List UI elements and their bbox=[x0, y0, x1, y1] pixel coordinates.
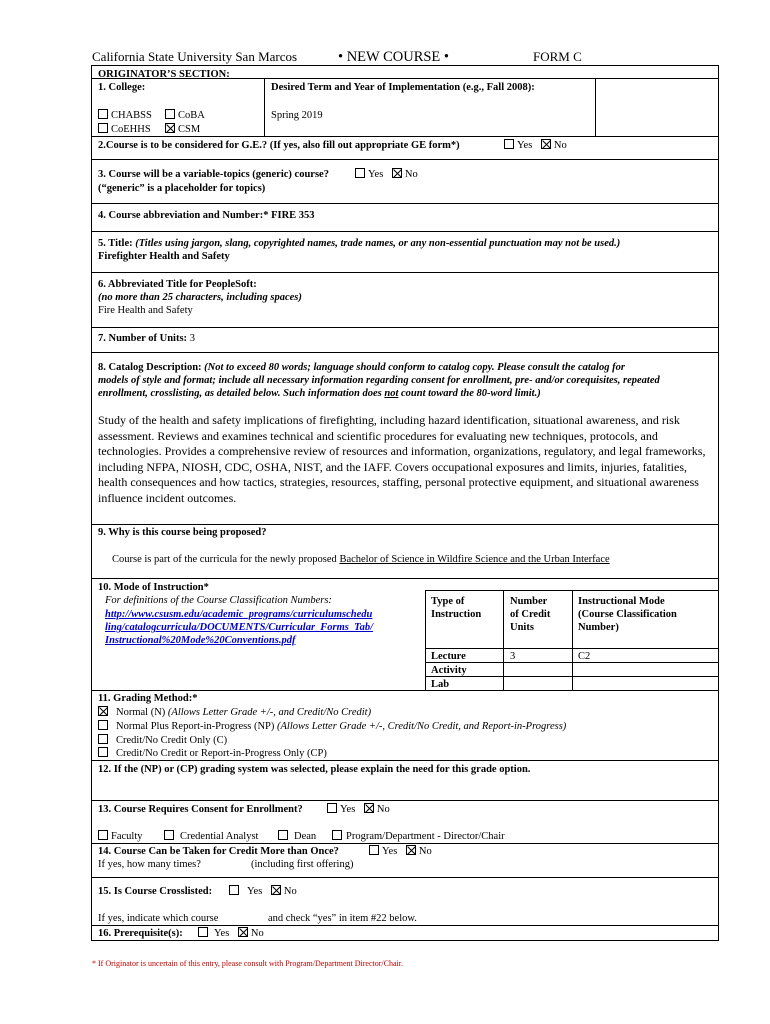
grading-option-credit-rip[interactable]: Credit/No Credit or Report-in-Progress Only (CP) bbox=[98, 747, 327, 760]
abbrev-title-note: (no more than 25 characters, including spaces) bbox=[98, 292, 302, 303]
table-row-lecture-units[interactable]: 3 bbox=[510, 651, 516, 662]
grading-checkbox-normal[interactable] bbox=[98, 706, 108, 716]
term-label: Desired Term and Year of Implementation (e.g., Fall 2008): bbox=[271, 82, 535, 93]
ge-yes-checkbox[interactable] bbox=[504, 139, 514, 149]
term-value[interactable]: Spring 2019 bbox=[271, 110, 323, 121]
ge-options: Yes No bbox=[504, 139, 567, 152]
grading-option-credit-only[interactable]: Credit/No Credit Only (C) bbox=[98, 734, 227, 747]
crosslisted-no-checkbox[interactable] bbox=[271, 885, 281, 895]
abbreviation-value[interactable]: FIRE 353 bbox=[271, 210, 315, 221]
crosslisted-options: Yes No bbox=[229, 885, 297, 898]
mode-label: 10. Mode of Instruction* bbox=[98, 582, 209, 593]
table-row-lab-type: Lab bbox=[431, 679, 450, 690]
grading-checkbox-credit-only[interactable] bbox=[98, 734, 108, 744]
consent-option-dean[interactable]: Dean bbox=[278, 830, 316, 843]
repeat-times-note: (including first offering) bbox=[251, 859, 354, 870]
mode-link-line-2[interactable]: ling/catalogcurricula/DOCUMENTS/Curricular_Forms_Tab/ bbox=[105, 622, 374, 633]
university-name: California State University San Marcos bbox=[92, 49, 298, 64]
originator-section-title: ORIGINATOR’S SECTION: bbox=[98, 69, 230, 80]
catalog-label-line: 8. Catalog Description: (Not to exceed 80 words; language should conform to catalog copy. Please consult the catalog for bbox=[98, 362, 625, 373]
prereq-no-checkbox[interactable] bbox=[238, 927, 248, 937]
units-field: 7. Number of Units: 3 bbox=[98, 333, 195, 344]
catalog-note-3: enrollment, crosslisting, as detailed below. Such information does not count toward the 80-word limit.) bbox=[98, 388, 541, 399]
ge-no-checkbox[interactable] bbox=[541, 139, 551, 149]
np-cp-label: 12. If the (NP) or (CP) grading system was selected, please explain the need for this grade option. bbox=[98, 764, 531, 775]
college-checkbox-chabss[interactable] bbox=[98, 109, 108, 119]
repeat-yes-checkbox[interactable] bbox=[369, 845, 379, 855]
consent-option-faculty[interactable]: Faculty bbox=[98, 830, 143, 843]
ge-label: 2.Course is to be considered for G.E.? (If yes, also fill out appropriate GE form*) bbox=[98, 140, 460, 151]
repeat-label: 14. Course Can be Taken for Credit More than Once? bbox=[98, 846, 339, 857]
title-note: (Titles using jargon, slang, copyrighted names, trade names, or any non-essential punctuation may not be used.) bbox=[135, 238, 621, 249]
prereq-label: 16. Prerequisite(s): bbox=[98, 928, 183, 939]
college-label: 1. College: bbox=[98, 82, 146, 93]
abbrev-title-label: 6. Abbreviated Title for PeopleSoft: bbox=[98, 279, 257, 290]
abbrev-title-value[interactable]: Fire Health and Safety bbox=[98, 305, 193, 316]
why-label: 9. Why is this course being proposed? bbox=[98, 527, 267, 538]
consent-credential-checkbox[interactable] bbox=[164, 830, 174, 840]
footnote: * If Originator is uncertain of this entry, please consult with Program/Department Director/Chair. bbox=[92, 959, 403, 968]
catalog-description[interactable]: Study of the health and safety implications of firefighting, including hazard identification, situational awareness, and risk assessment. Reviews and examines technical and scientific procedures for evaluating new techniques, protocols, and technologies. Provides a comprehensive review of resources and information, organizations, regulatory, and legal frameworks, including NFPA, NIOSH, CDC, OSHA, NIST, and the IAFF. Covers occupational exposures and limits, injuries, fatalities, health consequences and how tactics, strategies, resources, staffing, personal protective equipment, and situational awareness influence incident outcomes. bbox=[98, 413, 706, 505]
crosslisted-indicate-label: If yes, indicate which course bbox=[98, 913, 219, 924]
consent-options: Yes No bbox=[327, 803, 390, 816]
grading-option-normal[interactable]: Normal (N) (Allows Letter Grade +/-, and Credit/No Credit) bbox=[98, 706, 371, 719]
college-option-coehhs[interactable]: CoEHHS bbox=[98, 123, 151, 136]
variable-topics-yes-checkbox[interactable] bbox=[355, 168, 365, 178]
crosslisted-label: 15. Is Course Crosslisted: bbox=[98, 886, 213, 897]
col-units-line-2: of Credit bbox=[510, 609, 551, 620]
why-text[interactable]: Course is part of the curricula for the newly proposed Bachelor of Science in Wildfire Science and the Urban Interface bbox=[112, 554, 610, 565]
college-option-chabss[interactable]: CHABSS bbox=[98, 109, 152, 122]
units-value[interactable]: 3 bbox=[189, 333, 195, 344]
grading-checkbox-credit-rip[interactable] bbox=[98, 747, 108, 757]
prereq-yes-checkbox[interactable] bbox=[198, 927, 208, 937]
prereq-options: Yes No bbox=[198, 927, 264, 940]
consent-option-director[interactable]: Program/Department - Director/Chair bbox=[332, 830, 505, 843]
grading-label: 11. Grading Method:* bbox=[98, 693, 198, 704]
table-row-activity-type: Activity bbox=[431, 665, 467, 676]
course-form bbox=[91, 65, 719, 941]
variable-topics-label: 3. Course will be a variable-topics (generic) course? bbox=[98, 169, 329, 180]
consent-label: 13. Course Requires Consent for Enrollment? bbox=[98, 804, 303, 815]
col-type-line-1: Type of bbox=[431, 596, 465, 607]
mode-link-line-3[interactable]: Instructional%20Mode%20Conventions.pdf bbox=[105, 635, 296, 646]
title-label-line: 5. Title: (Titles using jargon, slang, copyrighted names, trade names, or any non-essential punctuation may not be used.) bbox=[98, 238, 621, 249]
consent-no-checkbox[interactable] bbox=[364, 803, 374, 813]
variable-topics-no-checkbox[interactable] bbox=[392, 168, 402, 178]
variable-topics-note: (“generic” is a placeholder for topics) bbox=[98, 183, 266, 194]
table-row-lecture-type: Lecture bbox=[431, 651, 466, 662]
col-units-line-3: Units bbox=[510, 622, 534, 633]
college-checkbox-csm[interactable] bbox=[165, 123, 175, 133]
consent-director-checkbox[interactable] bbox=[332, 830, 342, 840]
consent-option-credential[interactable]: Credential Analyst bbox=[164, 830, 258, 843]
college-option-csm[interactable]: CSM bbox=[165, 123, 200, 136]
col-mode-line-1: Instructional Mode bbox=[578, 596, 665, 607]
variable-topics-options: Yes No bbox=[355, 168, 418, 181]
abbreviation-field: 4. Course abbreviation and Number:* FIRE 353 bbox=[98, 210, 315, 221]
college-option-coba[interactable]: CoBA bbox=[165, 109, 205, 122]
catalog-note-2: models of style and format; include all necessary information regarding consent for enrollment, pre- and/or corequisites, repeated bbox=[98, 375, 660, 386]
consent-yes-checkbox[interactable] bbox=[327, 803, 337, 813]
table-row-lecture-mode[interactable]: C2 bbox=[578, 651, 591, 662]
form-type: • NEW COURSE • bbox=[338, 49, 449, 65]
repeat-no-checkbox[interactable] bbox=[406, 845, 416, 855]
title-value[interactable]: Firefighter Health and Safety bbox=[98, 251, 230, 262]
repeat-options: Yes No bbox=[369, 845, 432, 858]
consent-dean-checkbox[interactable] bbox=[278, 830, 288, 840]
crosslisted-yes-checkbox[interactable] bbox=[229, 885, 239, 895]
college-checkbox-coba[interactable] bbox=[165, 109, 175, 119]
col-type-line-2: Instruction bbox=[431, 609, 482, 620]
col-mode-line-3: Number) bbox=[578, 622, 619, 633]
col-mode-line-2: (Course Classification bbox=[578, 609, 677, 620]
col-units-line-1: Number bbox=[510, 596, 548, 607]
crosslisted-indicate-note: and check “yes” in item #22 below. bbox=[268, 913, 417, 924]
form-id: FORM C bbox=[533, 49, 582, 64]
mode-link-line-1[interactable]: http://www.csusm.edu/academic_programs/curriculumschedu bbox=[105, 609, 373, 620]
consent-faculty-checkbox[interactable] bbox=[98, 830, 108, 840]
college-checkbox-coehhs[interactable] bbox=[98, 123, 108, 133]
grading-checkbox-normal-plus[interactable] bbox=[98, 720, 108, 730]
why-program-name: Bachelor of Science in Wildfire Science and the Urban Interface bbox=[339, 554, 610, 565]
repeat-times-label: If yes, how many times? bbox=[98, 859, 201, 870]
mode-note: For definitions of the Course Classification Numbers: bbox=[105, 595, 332, 606]
grading-option-normal-plus[interactable]: Normal Plus Report-in-Progress (NP) (Allows Letter Grade +/-, Credit/No Credit, and Report-in-Progress) bbox=[98, 720, 566, 733]
